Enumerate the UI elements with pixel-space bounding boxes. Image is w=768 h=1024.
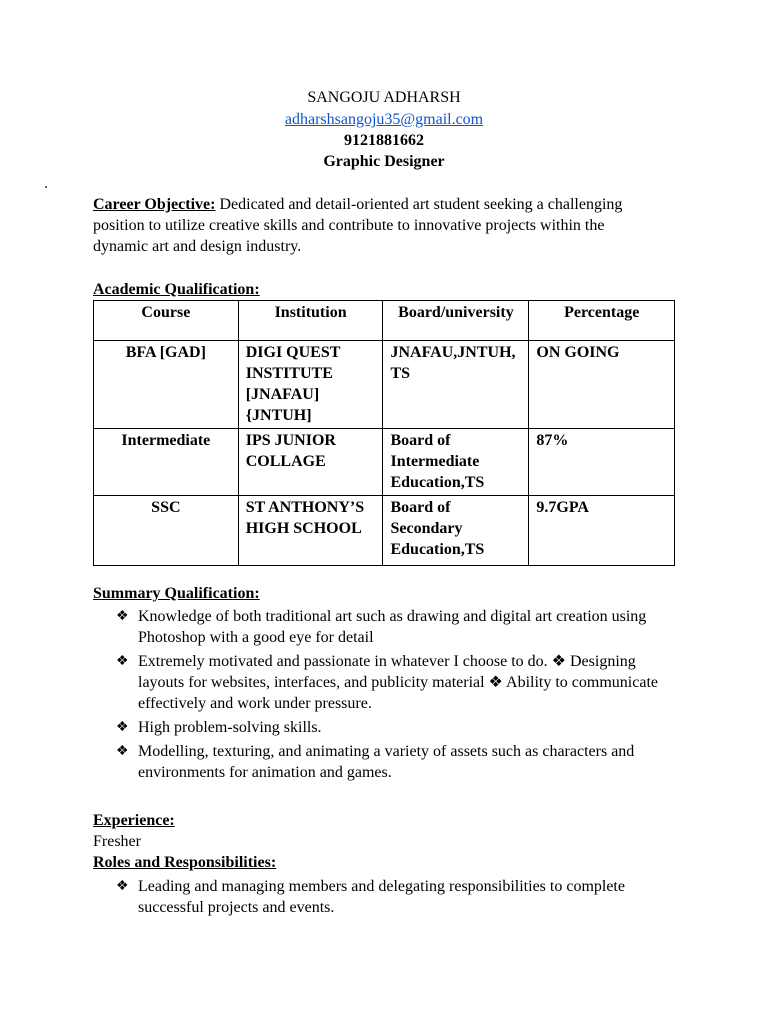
- list-item: ❖ Modelling, texturing, and animating a variety of assets such as characters and environments for animation and games.: [116, 743, 635, 781]
- career-objective-text: Dedicated and detail-oriented art student seeking a challenging position to utilize creative skills and contribute to innovative projects within the dynamic art and design industry.: [93, 196, 623, 255]
- email-link[interactable]: adharshsangoju35@gmail.com: [284, 111, 484, 128]
- email-line: [0, 110, 768, 130]
- experience-value: Fresher: [93, 833, 141, 850]
- list-item: ❖ Leading and managing members and delegating responsibilities to complete successful projects and events.: [116, 878, 625, 916]
- percentage-cell: 9.7GPA: [529, 496, 675, 566]
- column-header: Course: [94, 301, 239, 341]
- roles-heading: Roles and Responsibilities:: [93, 854, 277, 871]
- institution-cell: ST ANTHONY’S HIGH SCHOOL: [238, 496, 383, 566]
- column-header: Board/university: [383, 301, 529, 341]
- career-objective: [93, 194, 653, 257]
- table-header-row: [94, 301, 675, 341]
- career-objective-label: Career Objective:: [93, 196, 216, 213]
- table-row: [94, 341, 675, 429]
- board-cell: JNAFAU,JNTUH,TS: [383, 341, 529, 429]
- diamond-bullet-icon: ❖: [116, 720, 129, 735]
- table-row: [94, 496, 675, 566]
- list-item: ❖ Knowledge of both traditional art such as drawing and digital art creation using Photoshop with a good eye for detail: [116, 608, 647, 646]
- academic-table: [93, 300, 675, 566]
- summary-list: [93, 606, 683, 783]
- column-header: Institution: [238, 301, 383, 341]
- phone-number: 9121881662: [344, 132, 424, 149]
- list-item: ❖ Extremely motivated and passionate in whatever I choose to do. ❖ Designing layouts for websites, interfaces, and publicity material ❖ Ability to communicate effectively and work under pressure.: [116, 653, 658, 712]
- course-cell: SSC: [94, 496, 239, 566]
- board-cell: Board of Secondary Education,TS: [383, 496, 529, 566]
- experience-heading: Experience:: [93, 812, 175, 829]
- diamond-bullet-icon: ❖: [116, 609, 129, 624]
- list-item: ❖ High problem-solving skills.: [116, 719, 322, 736]
- academic-heading: Academic Qualification:: [93, 281, 260, 298]
- candidate-name: SANGOJU ADHARSH: [307, 89, 461, 106]
- percentage-cell: ON GOING: [529, 341, 675, 429]
- roles-list-wrap: [93, 876, 683, 921]
- board-cell: Board of Intermediate Education,TS: [383, 429, 529, 496]
- course-cell: Intermediate: [94, 429, 239, 496]
- column-header: Percentage: [529, 301, 675, 341]
- stray-dot: [45, 186, 47, 188]
- diamond-bullet-icon: ❖: [116, 654, 129, 669]
- table-row: [94, 429, 675, 496]
- institution-cell: IPS JUNIOR COLLAGE: [238, 429, 383, 496]
- institution-cell: DIGI QUEST INSTITUTE [JNAFAU] {JNTUH]: [238, 341, 383, 429]
- course-cell: BFA [GAD]: [94, 341, 239, 429]
- summary-list-wrap: [93, 606, 683, 786]
- percentage-cell: 87%: [529, 429, 675, 496]
- job-title: Graphic Designer: [323, 153, 445, 170]
- roles-list: [93, 876, 683, 918]
- diamond-bullet-icon: ❖: [116, 879, 129, 894]
- summary-heading: Summary Qualification:: [93, 585, 260, 602]
- diamond-bullet-icon: ❖: [116, 744, 129, 759]
